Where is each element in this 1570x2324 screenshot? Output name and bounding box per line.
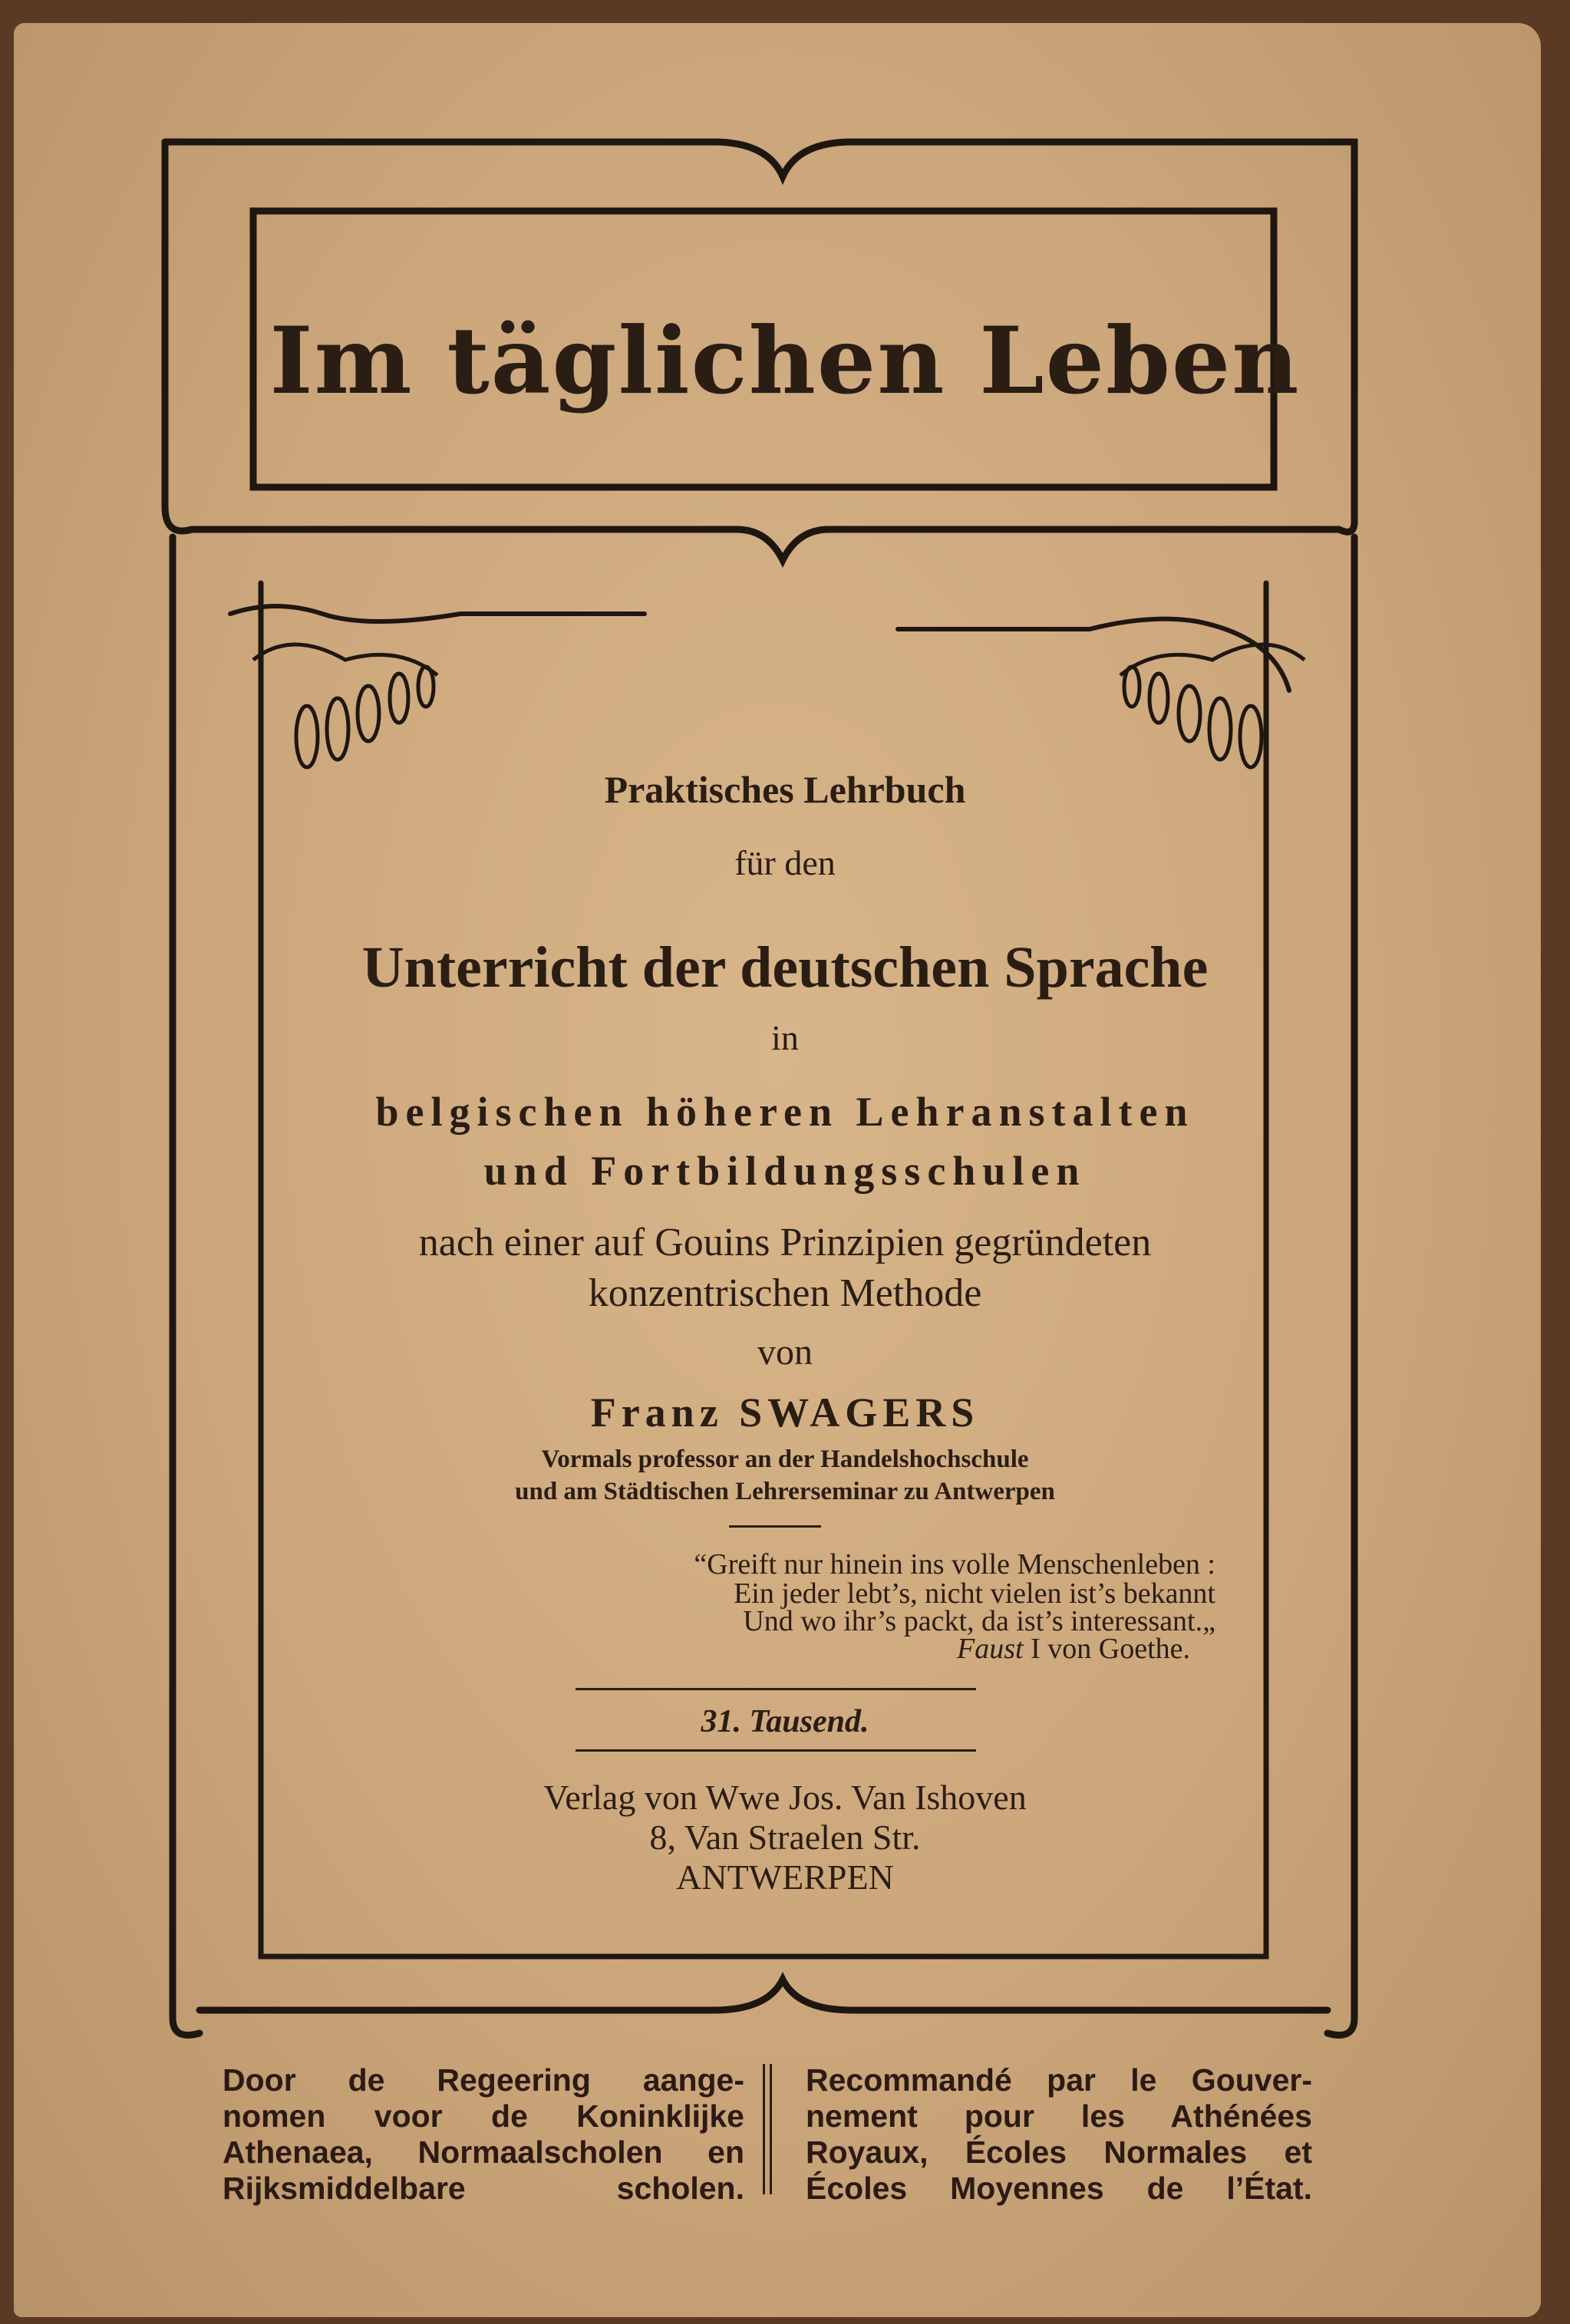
author-name: Franz SWAGERS bbox=[590, 1389, 980, 1436]
method-line-1: nach einer auf Gouins Prinzipien gegründeten bbox=[418, 1221, 1152, 1264]
edition: 31. Tausend. bbox=[701, 1704, 869, 1739]
publisher-line-2: 8, Van Straelen Str. bbox=[649, 1818, 921, 1857]
subtitle-1: Praktisches Lehrbuch bbox=[604, 768, 966, 811]
quote-line: Ein jeder lebt’s, nicht vielen ist’s bekannt bbox=[734, 1577, 1215, 1610]
divider bbox=[576, 1749, 976, 1752]
in-text: in bbox=[771, 1018, 799, 1057]
quote-source bbox=[957, 1634, 1190, 1663]
text-line: Royaux, Écoles Normales et bbox=[806, 2134, 1312, 2170]
dutch-recommendation bbox=[223, 2062, 744, 2207]
main-heading: Unterricht der deutschen Sprache bbox=[361, 935, 1209, 1000]
text-line: Door de Regeering aange- bbox=[223, 2062, 744, 2098]
author-title-2: und am Städtischen Lehrerseminar zu Antwerpen bbox=[515, 1478, 1055, 1505]
cover-title: Im täglichen Leben bbox=[269, 307, 1301, 415]
bellflower-ornaments bbox=[253, 644, 1304, 767]
divider bbox=[576, 1688, 976, 1690]
quote-work: Faust bbox=[957, 1633, 1024, 1665]
text-line: Athenaea, Normaalscholen en bbox=[223, 2134, 744, 2170]
publisher-line-3: ANTWERPEN bbox=[676, 1858, 894, 1897]
text-line: Rijksmiddelbare scholen. bbox=[223, 2171, 744, 2206]
divider bbox=[729, 1525, 821, 1528]
french-recommendation bbox=[806, 2062, 1312, 2207]
quote-line: “Greift nur hinein ins volle Menschenleben : bbox=[694, 1548, 1215, 1581]
quote-line: Und wo ihr’s packt, da ist’s interessant.„ bbox=[743, 1605, 1215, 1637]
text-line: nement pour les Athénées bbox=[806, 2098, 1312, 2134]
von-text: von bbox=[757, 1332, 813, 1373]
publisher-line-1: Verlag von Wwe Jos. Van Ishoven bbox=[543, 1778, 1027, 1817]
text-line: Écoles Moyennes de l’État. bbox=[806, 2171, 1312, 2206]
text-line: nomen voor de Koninklijke bbox=[223, 2098, 744, 2134]
quote-author: I von Goethe. bbox=[1023, 1633, 1190, 1665]
audience-line-1: belgischen höheren Lehranstalten bbox=[375, 1089, 1195, 1135]
audience-line-2: und Fortbildungsschulen bbox=[483, 1148, 1087, 1194]
subtitle-2: für den bbox=[734, 843, 836, 882]
method-line-2: konzentrischen Methode bbox=[588, 1271, 982, 1315]
author-title-1: Vormals professor an der Handelshochschule bbox=[541, 1445, 1029, 1473]
column-divider bbox=[763, 2064, 772, 2194]
text-line: Recommandé par le Gouver- bbox=[806, 2062, 1312, 2098]
